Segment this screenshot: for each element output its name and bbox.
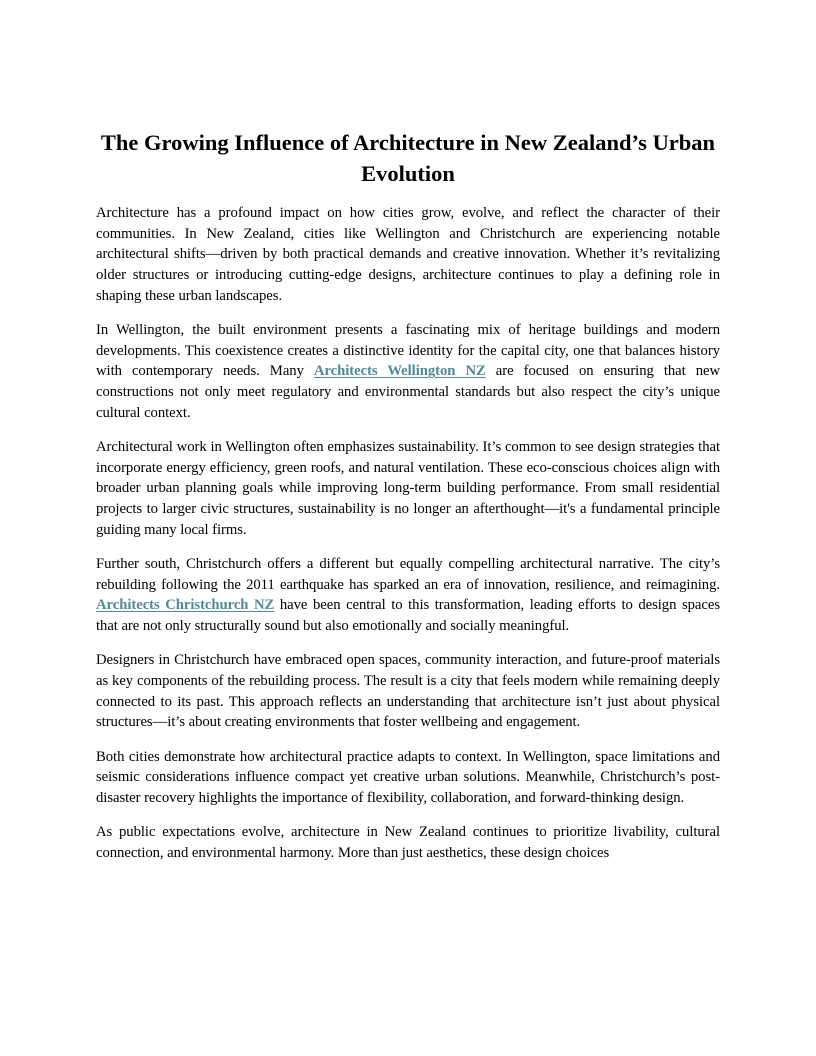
paragraph-designers: Designers in Christchurch have embraced open spaces, community interaction, and future-proof materials as key components of the rebuilding process. The result is a city that feels modern while remaining deeply connected to its past. This approach reflects an understanding that architecture isn’t just about physical structures—it’s about creating environments that foster wellbeing and engagement. [96,652,720,731]
paragraph-wellington [96,320,720,424]
architects-wellington-link[interactable]: Architects Wellington NZ [313,363,486,380]
document-page [96,0,720,864]
document-title: The Growing Influence of Architecture in New Zealand’s Urban Evolution [100,130,716,186]
paragraph-christchurch [96,554,720,637]
paragraph-public-expectations: As public expectations evolve, architecture in New Zealand continues to prioritize livability, cultural connection, and environmental harmony. More than just aesthetics, these design choices [96,824,720,861]
architects-christchurch-link[interactable]: Architects Christchurch NZ [96,597,275,614]
paragraph-text: Further south, Christchurch offers a different but equally compelling architectural narrative. The city’s rebuilding following the 2011 earthquake has sparked an era of innovation, resilience, and reimagining. [96,556,720,593]
paragraph-text: In Wellington, the built environment presents a fascinating mix of heritage buildings and modern developments. This coexistence creates a distinctive identity for the capital city, one that balances history with contemporary needs. Many [96,322,720,380]
paragraph-intro: Architecture has a profound impact on how cities grow, evolve, and reflect the character of their communities. In New Zealand, cities like Wellington and Christchurch are experiencing notable architectural shifts—driven by both practical demands and creative innovation. Whether it’s revitalizing older structures or introducing cutting-edge designs, architecture continues to play a defining role in shaping these urban landscapes. [96,205,720,304]
paragraph-both-cities: Both cities demonstrate how architectural practice adapts to context. In Wellington, space limitations and seismic considerations influence compact yet creative urban solutions. Meanwhile, Christchurch’s post-disaster recovery highlights the importance of flexibility, collaboration, and forward-thinking design. [96,748,720,807]
paragraph-text: have been central to this transformation, leading efforts to design spaces that are not only structurally sound but also emotionally and socially meaningful. [96,597,721,635]
paragraph-sustainability: Architectural work in Wellington often emphasizes sustainability. It’s common to see design strategies that incorporate energy efficiency, green roofs, and natural ventilation. These eco-conscious choices align with broader urban planning goals while improving long-term building performance. From small residential projects to larger civic structures, sustainability is no longer an afterthought—it's a fundamental principle guiding many local firms. [96,439,720,538]
paragraph-text: are focused on ensuring that new constructions not only meet regulatory and environmental standards but also respect the city’s unique cultural context. [96,363,721,421]
